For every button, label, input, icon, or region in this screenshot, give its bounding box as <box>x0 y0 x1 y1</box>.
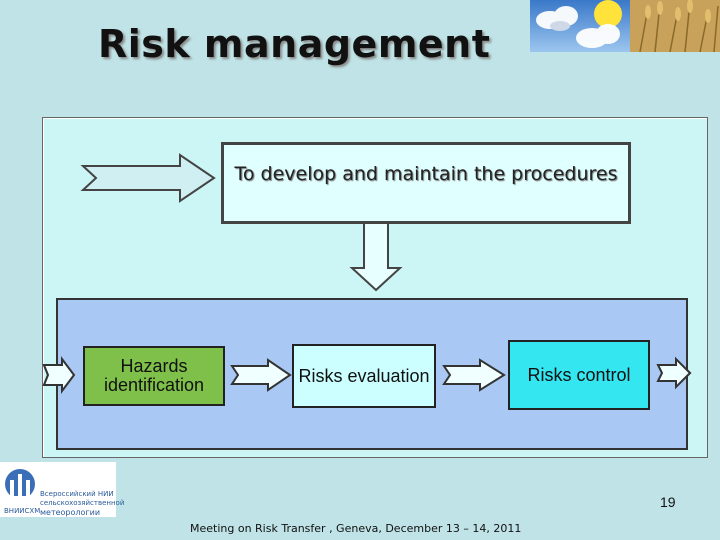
logo-line1: Всероссийский НИИ <box>40 490 114 498</box>
procedures-text: To develop and maintain the procedures <box>234 163 618 185</box>
arrow-to-control-icon <box>444 360 504 390</box>
exit-arrow-icon <box>658 359 690 387</box>
logo-line3: метеорологии <box>40 508 101 517</box>
risks-control-box <box>508 340 650 410</box>
risks-control-label: Risks control <box>527 364 631 385</box>
slide-title: Risk management <box>98 22 491 66</box>
page-number: 19 <box>660 494 676 510</box>
logo-abbr: ВНИИСХМ <box>4 507 41 515</box>
entry-arrow-icon <box>44 359 74 391</box>
footer-text: Meeting on Risk Transfer , Geneva, December 13 – 14, 2011 <box>190 522 522 535</box>
hazards-identification-box <box>83 346 225 406</box>
logo-line2: сельскохозяйственной <box>40 499 125 507</box>
risks-evaluation-label: Risks evaluation <box>298 365 430 386</box>
institute-logo <box>0 462 125 517</box>
hazards-identification-label: Hazards identification <box>103 356 205 395</box>
risks-evaluation-box <box>292 344 436 408</box>
arrow-to-evaluation-icon <box>232 360 290 390</box>
